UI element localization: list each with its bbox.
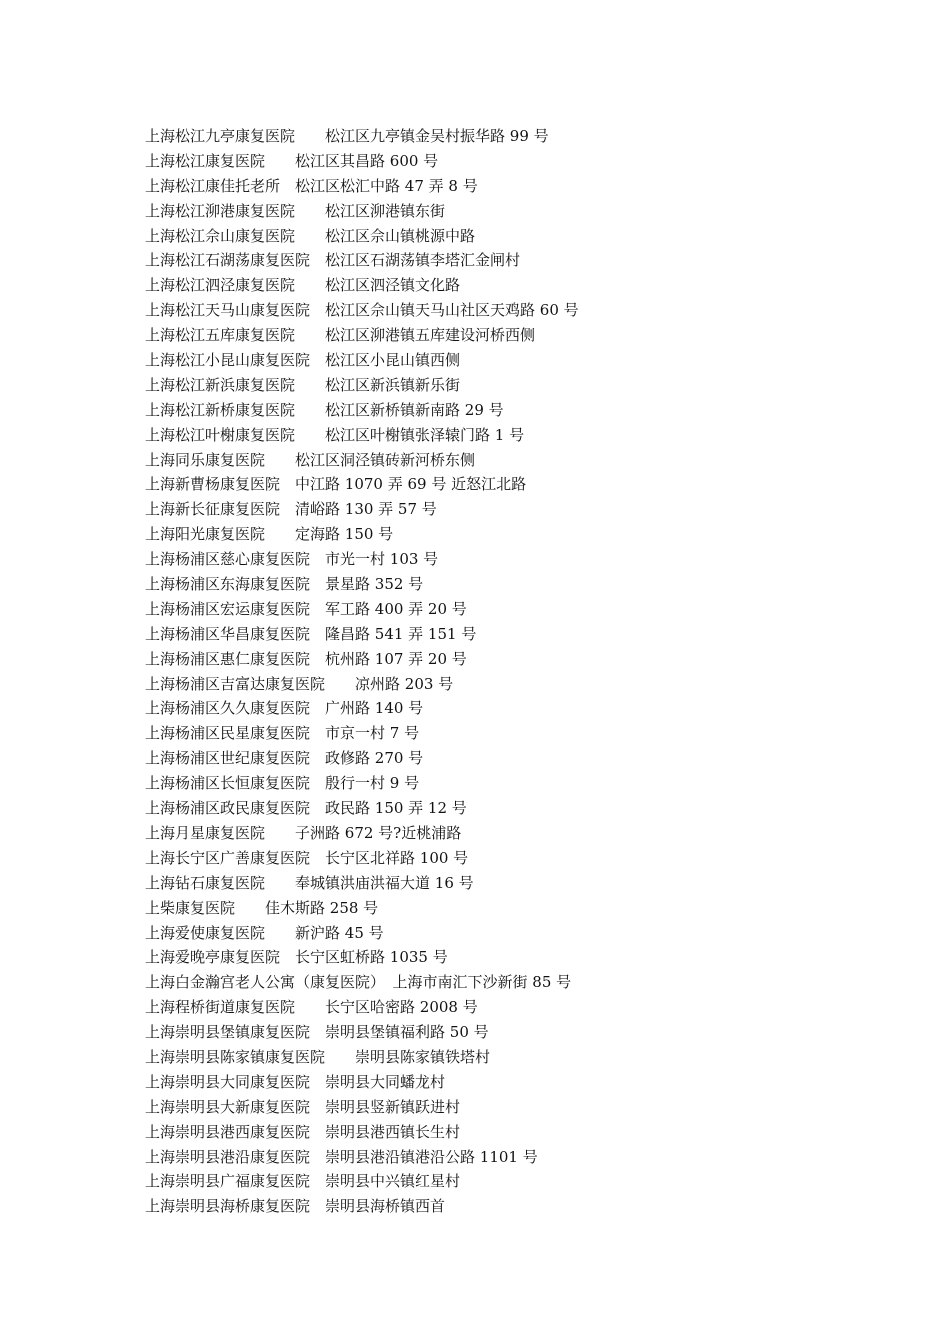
list-item: 上海崇明县港沿康复医院 崇明县港沿镇港沿公路 1101 号 — [145, 1147, 538, 1166]
list-item: 上海崇明县堡镇康复医院 崇明县堡镇福利路 50 号 — [145, 1023, 489, 1042]
list-item: 上海杨浦区世纪康复医院 政修路 270 号 — [145, 749, 424, 768]
list-item: 上海崇明县海桥康复医院 崇明县海桥镇西首 — [145, 1197, 446, 1216]
list-item: 上海崇明县广福康复医院 崇明县中兴镇红星村 — [145, 1172, 461, 1191]
list-item: 上海松江新浜康复医院 松江区新浜镇新乐街 — [145, 375, 461, 394]
list-item: 上海杨浦区吉富达康复医院 凉州路 203 号 — [145, 674, 454, 693]
list-item: 上海松江九亭康复医院 松江区九亭镇金吴村振华路 99 号 — [145, 127, 549, 145]
list-item: 上海松江小昆山康复医院 松江区小昆山镇西侧 — [145, 351, 461, 370]
list-item: 上海崇明县港西康复医院 崇明县港西镇长生村 — [145, 1122, 461, 1141]
list-item: 上海松江石湖荡康复医院 松江区石湖荡镇李塔汇金闸村 — [145, 251, 521, 270]
list-item: 上海杨浦区长恒康复医院 殷行一村 9 号 — [145, 774, 420, 793]
list-item: 上海钻石康复医院 奉城镇洪庙洪福大道 16 号 — [145, 873, 474, 892]
list-item: 上海杨浦区宏运康复医院 军工路 400 弄 20 号 — [145, 599, 467, 618]
list-item: 上海程桥街道康复医院 长宁区哈密路 2008 号 — [145, 998, 478, 1017]
list-item: 上海月星康复医院 子洲路 672 号?近桃浦路 — [145, 823, 462, 842]
list-item: 上海杨浦区东海康复医院 景星路 352 号 — [145, 575, 424, 594]
list-item: 上海松江泖港康复医院 松江区泖港镇东街 — [145, 201, 446, 220]
list-item: 上海白金瀚宫老人公寓（康复医院） 上海市南汇下沙新街 85 号 — [145, 973, 572, 992]
list-item: 上海松江叶榭康复医院 松江区叶榭镇张泽辕门路 1 号 — [145, 425, 525, 444]
list-item: 上海松江天马山康复医院 松江区佘山镇天马山社区天鸡路 60 号 — [145, 301, 579, 320]
list-item: 上海松江佘山康复医院 松江区佘山镇桃源中路 — [145, 226, 476, 245]
list-item: 上海松江康复医院 松江区其昌路 600 号 — [145, 151, 439, 170]
list-item: 上海爱晚亭康复医院 长宁区虹桥路 1035 号 — [145, 948, 448, 967]
list-item: 上海长宁区广善康复医院 长宁区北祥路 100 号 — [145, 848, 469, 867]
list-item: 上海杨浦区惠仁康复医院 杭州路 107 弄 20 号 — [145, 649, 467, 668]
list-item: 上海新长征康复医院 清峪路 130 弄 57 号 — [145, 500, 437, 519]
list-item: 上海杨浦区华昌康复医院 隆昌路 541 弄 151 号 — [145, 624, 477, 643]
list-item: 上柴康复医院 佳木斯路 258 号 — [145, 898, 379, 917]
list-item: 上海杨浦区民星康复医院 市京一村 7 号 — [145, 724, 420, 743]
list-item: 上海崇明县陈家镇康复医院 崇明县陈家镇铁塔村 — [145, 1047, 491, 1066]
list-item: 上海杨浦区久久康复医院 广州路 140 号 — [145, 699, 424, 718]
list-item: 上海阳光康复医院 定海路 150 号 — [145, 525, 394, 544]
list-item: 上海崇明县大新康复医院 崇明县竖新镇跃进村 — [145, 1097, 461, 1116]
list-item: 上海新曹杨康复医院 中江路 1070 弄 69 号 近怒江北路 — [145, 475, 527, 494]
list-item: 上海同乐康复医院 松江区洞泾镇砖新河桥东侧 — [145, 450, 476, 469]
list-item: 上海杨浦区慈心康复医院 市光一村 103 号 — [145, 550, 439, 569]
list-item: 上海杨浦区政民康复医院 政民路 150 弄 12 号 — [145, 799, 467, 818]
list-item: 上海松江康佳托老所 松江区松汇中路 47 弄 8 号 — [145, 176, 478, 195]
list-item: 上海爱使康复医院 新沪路 45 号 — [145, 923, 384, 942]
list-item: 上海松江泗泾康复医院 松江区泗泾镇文化路 — [145, 276, 461, 295]
list-item: 上海松江五库康复医院 松江区泖港镇五库建设河桥西侧 — [145, 326, 536, 345]
list-item: 上海松江新桥康复医院 松江区新桥镇新南路 29 号 — [145, 400, 504, 419]
list-item: 上海崇明县大同康复医院 崇明县大同蟠龙村 — [145, 1072, 446, 1091]
hospital-address-list — [145, 124, 865, 1219]
